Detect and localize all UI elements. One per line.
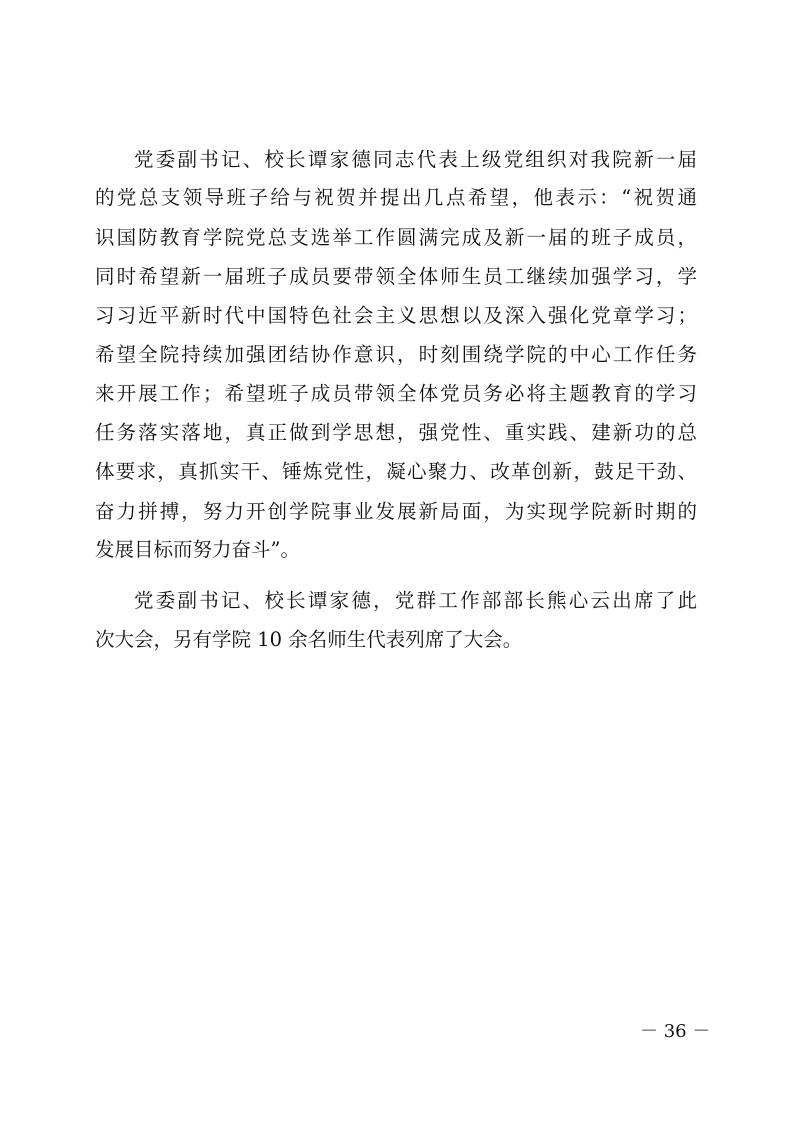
paragraph-1-line-7: 来开展工作；希望班子成员带领全体党员务必将主题教育的学习 (95, 382, 697, 405)
paragraph-1-line-9: 体要求，真抓实干、锤炼党性，凝心聚力、改革创新，鼓足干劲、 (95, 460, 697, 483)
paragraph-1-line-2: 的党总支领导班子给与祝贺并提出几点希望，他表示：“祝贺通 (95, 186, 697, 209)
paragraph-1-line-3: 识国防教育学院党总支选举工作圆满完成及新一届的班子成员， (95, 226, 697, 249)
paragraph-1-line-1: 党委副书记、校长谭家德同志代表上级党组织对我院新一届 (134, 148, 697, 171)
paragraph-1-line-4: 同时希望新一届班子成员要带领全体师生员工继续加强学习，学 (95, 265, 697, 288)
page-number: － 36 － (640, 1021, 711, 1042)
paragraph-2-line-2: 次大会，另有学院 10 余名师生代表列席了大会。 (95, 628, 523, 651)
paragraph-1-line-11: 发展目标而努力奋斗”。 (95, 538, 300, 561)
paragraph-1-line-6: 希望全院持续加强团结协作意识，时刻围绕学院的中心工作任务 (95, 343, 697, 366)
paragraph-1-line-5: 习习近平新时代中国特色社会主义思想以及深入强化党章学习； (95, 304, 697, 327)
paragraph-1-line-10: 奋力拼搏，努力开创学院事业发展新局面，为实现学院新时期的 (95, 500, 697, 523)
paragraph-1-line-8: 任务落实落地，真正做到学思想，强党性、重实践、建新功的总 (95, 421, 697, 444)
paragraph-2-line-1: 党委副书记、校长谭家德，党群工作部部长熊心云出席了此 (134, 589, 697, 612)
